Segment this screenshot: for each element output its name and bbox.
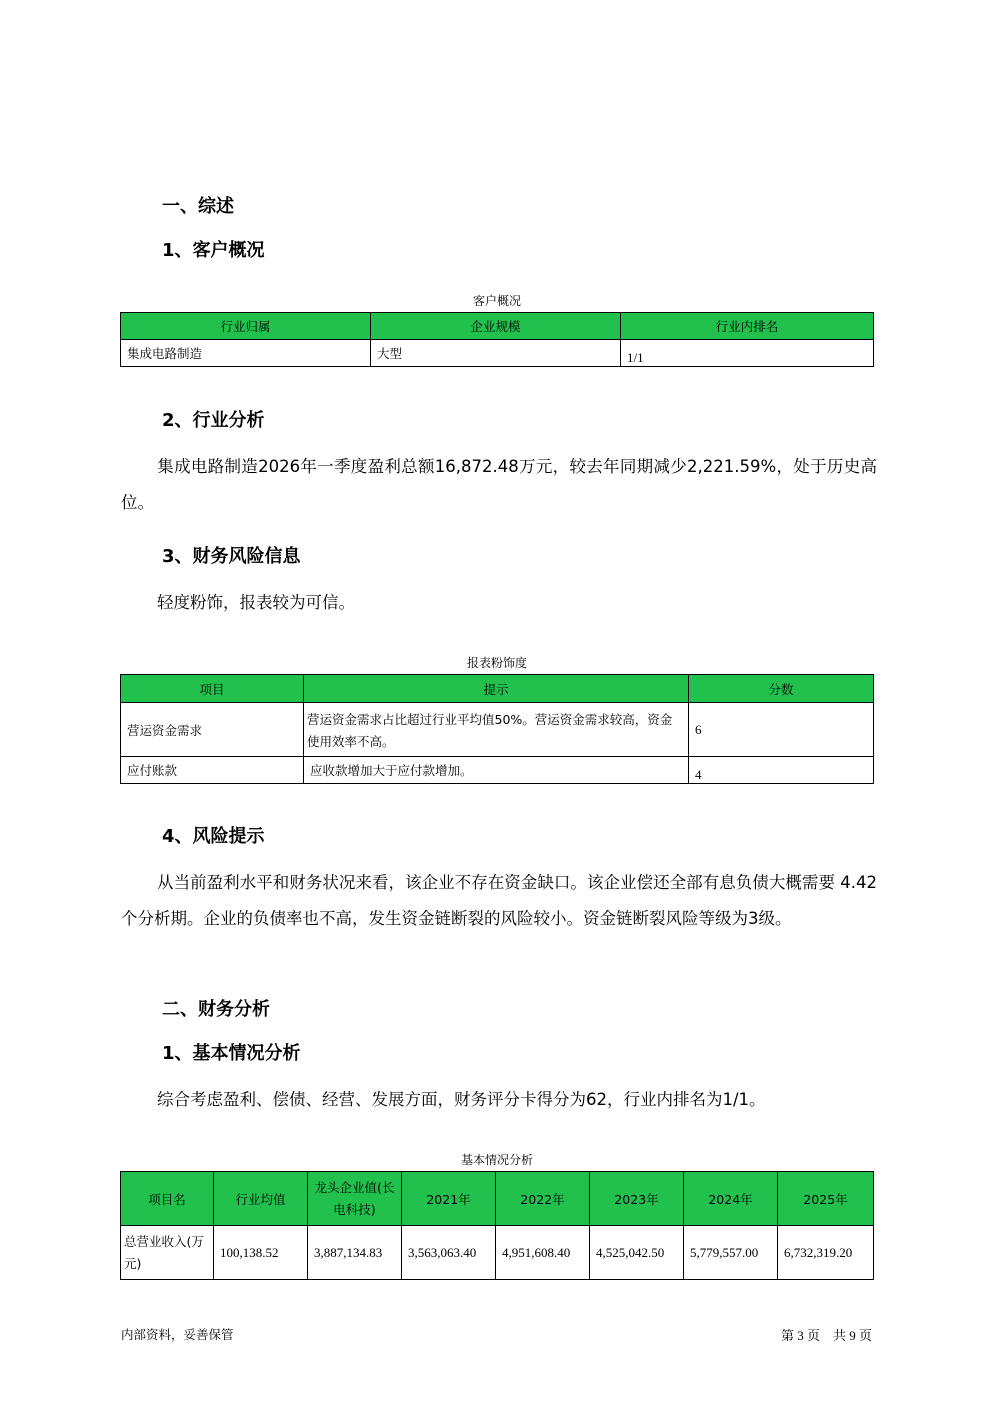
basic-cell-value: 100,138.52 <box>214 1226 308 1280</box>
basic-cell-value: 6,732,319.20 <box>778 1226 874 1280</box>
customer-table-caption: 客户概况 <box>472 294 521 308</box>
whitewash-cell-score: 4 <box>689 757 874 784</box>
whitewash-cell-score: 6 <box>689 703 874 757</box>
customer-cell-rank: 1/1 <box>621 340 874 367</box>
basic-header-year: 2025年 <box>778 1172 874 1226</box>
whitewash-header-score: 分数 <box>689 675 874 703</box>
basic-cell-value: 3,887,134.83 <box>308 1226 402 1280</box>
customer-table <box>120 312 874 367</box>
customer-cell-scale: 大型 <box>371 340 621 367</box>
whitewash-cell-item: 营运资金需求 <box>121 703 304 757</box>
whitewash-table-caption: 报表粉饰度 <box>466 656 527 670</box>
section-title-industry-analysis: 2、行业分析 <box>162 410 265 431</box>
basic-header-item: 项目名 <box>121 1172 214 1226</box>
basic-table-caption: 基本情况分析 <box>460 1153 533 1167</box>
section-title-customer-overview: 1、客户概况 <box>162 240 265 261</box>
footer-page-number: 第 3 页 共 9 页 <box>780 1328 872 1343</box>
customer-header-rank: 行业内排名 <box>621 313 874 340</box>
basic-header-industry-avg: 行业均值 <box>214 1172 308 1226</box>
basic-analysis-text: 综合考虑盈利、偿债、经营、发展方面，财务评分卡得分为62，行业内排名为1/1。 <box>157 1090 766 1109</box>
basic-cell-item: 总营业收入(万元) <box>121 1226 214 1280</box>
whitewash-cell-item: 应付账款 <box>121 757 304 784</box>
basic-cell-value: 3,563,063.40 <box>402 1226 496 1280</box>
basic-cell-value: 4,951,608.40 <box>496 1226 590 1280</box>
footer-confidential: 内部资料，妥善保管 <box>121 1327 234 1342</box>
whitewash-cell-hint: 营运资金需求占比超过行业平均值50%。营运资金需求较高，资金使用效率不高。 <box>304 703 689 757</box>
basic-header-year: 2022年 <box>496 1172 590 1226</box>
basic-table <box>120 1171 874 1280</box>
basic-header-year: 2023年 <box>590 1172 684 1226</box>
risk-warning-text: 从当前盈利水平和财务状况来看，该企业不存在资金缺口。该企业偿还全部有息负债大概需要 4.42个分析期。企业的负债率也不高，发生资金链断裂的风险较小。资金链断裂风险等级为3级。 <box>121 873 877 928</box>
customer-cell-industry: 集成电路制造 <box>121 340 371 367</box>
section-title-financial-analysis: 二、财务分析 <box>162 999 270 1020</box>
whitewash-header-item: 项目 <box>121 675 304 703</box>
basic-cell-value: 5,779,557.00 <box>684 1226 778 1280</box>
whitewash-header-hint: 提示 <box>304 675 689 703</box>
whitewash-table <box>120 674 874 784</box>
basic-cell-value: 4,525,042.50 <box>590 1226 684 1280</box>
industry-analysis-text: 集成电路制造2026年一季度盈利总额16,872.48万元，较去年同期减少2,221.59%，处于历史高位。 <box>121 457 877 512</box>
customer-header-industry: 行业归属 <box>121 313 371 340</box>
section-title-risk-warning: 4、风险提示 <box>162 826 265 847</box>
customer-header-scale: 企业规模 <box>371 313 621 340</box>
basic-header-leader: 龙头企业值(长电科技) <box>308 1172 402 1226</box>
whitewash-cell-hint: 应收款增加大于应付款增加。 <box>304 757 689 784</box>
section-title-basic-analysis: 1、基本情况分析 <box>162 1043 301 1064</box>
financial-risk-text: 轻度粉饰，报表较为可信。 <box>157 593 355 612</box>
basic-header-year: 2024年 <box>684 1172 778 1226</box>
basic-header-year: 2021年 <box>402 1172 496 1226</box>
section-title-overview: 一、综述 <box>162 196 234 217</box>
section-title-financial-risk: 3、财务风险信息 <box>162 546 301 567</box>
